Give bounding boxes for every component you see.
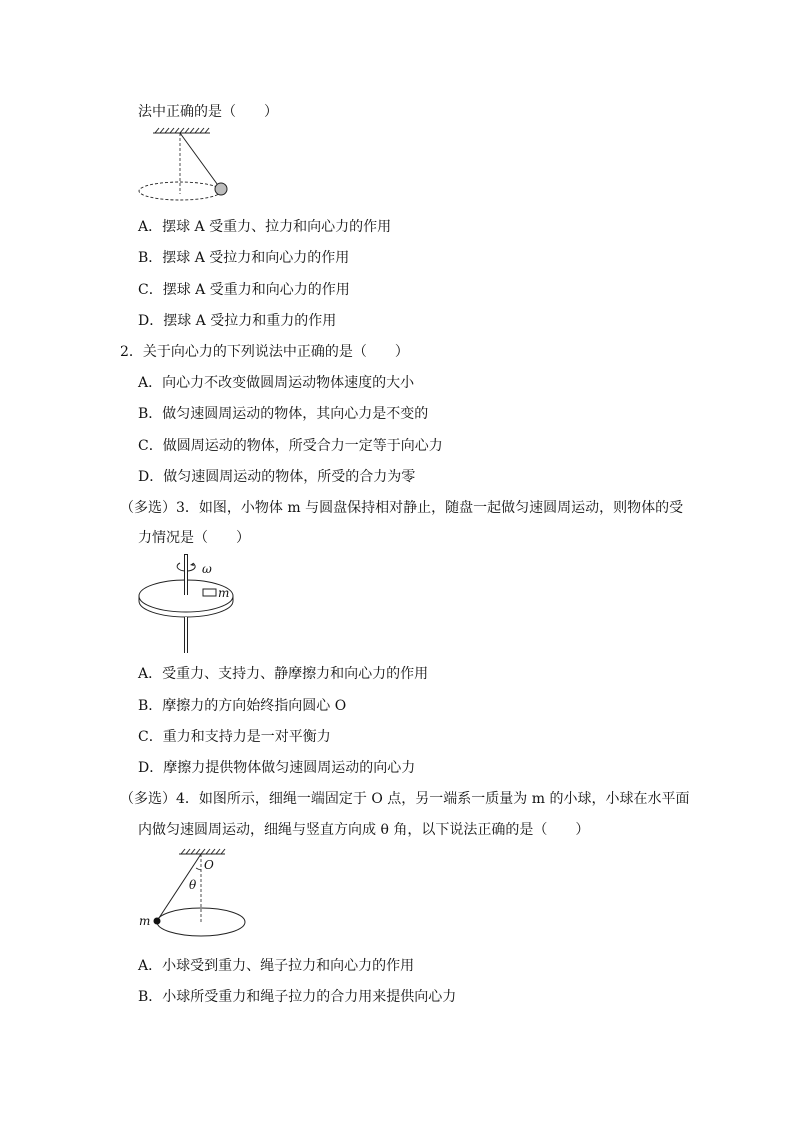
mass-label: m [218,586,230,600]
omega-label: ω [202,562,212,576]
ceiling-hatch [153,128,210,133]
q4-option-b: B．小球所受重力和绳子拉力的合力用来提供向心力 [138,989,457,1005]
q3-option-d: D．摩擦力提供物体做匀速圆周运动的向心力 [138,760,416,776]
q3-stem-line1: （多选）3．如图，小物体 m 与圆盘保持相对静止，随盘一起做匀速圆周运动，则物体的受 [120,500,684,516]
q4-stem-line2: 内做匀速圆周运动，细绳与竖直方向成 θ 角，以下说法正确的是（ ） [138,822,590,838]
q4-stem-line1: （多选）4．如图所示，细绳一端固定于 O 点，另一端系一质量为 m 的小球，小球在水平面 [120,791,690,807]
ceiling-hatch [179,849,225,854]
q3-option-a: A．受重力、支持力、静摩擦力和向心力的作用 [138,666,429,682]
q2-stem: 2．关于向心力的下列说法中正确的是（ ） [120,344,409,360]
mass-block [203,589,216,596]
q1-option-c: C．摆球 A 受重力和向心力的作用 [138,282,350,298]
angle-arc [196,868,201,870]
pendulum-string [180,133,220,188]
ball [154,918,161,925]
q3-disk-figure [136,552,236,656]
q1-option-a: A．摆球 A 受重力、拉力和向心力的作用 [138,219,392,235]
q3-option-c: C．重力和支持力是一对平衡力 [138,729,331,745]
q2-option-c: C．做圆周运动的物体，所受合力一定等于向心力 [138,438,443,454]
q4-conical-pendulum-figure [134,846,249,944]
q1-option-d: D．摆球 A 受拉力和重力的作用 [138,313,337,329]
q2-option-d: D．做匀速圆周运动的物体，所受的合力为零 [138,469,416,485]
mass-label: m [139,914,151,928]
q1-stem-tail: 法中正确的是（ ） [138,104,278,120]
q3-option-b: B．摩擦力的方向始终指向圆心 O [138,698,347,714]
pivot-label: O [204,858,214,872]
theta-label: θ [189,878,197,892]
q3-stem-line2: 力情况是（ ） [138,530,250,546]
q2-option-a: A．向心力不改变做圆周运动物体速度的大小 [138,375,415,391]
q1-option-b: B．摆球 A 受拉力和向心力的作用 [138,250,350,266]
q4-option-a: A．小球受到重力、绳子拉力和向心力的作用 [138,958,415,974]
q2-option-b: B．做匀速圆周运动的物体，其向心力是不变的 [138,406,429,422]
q1-pendulum-figure [138,126,238,206]
pendulum-ball [215,183,227,195]
